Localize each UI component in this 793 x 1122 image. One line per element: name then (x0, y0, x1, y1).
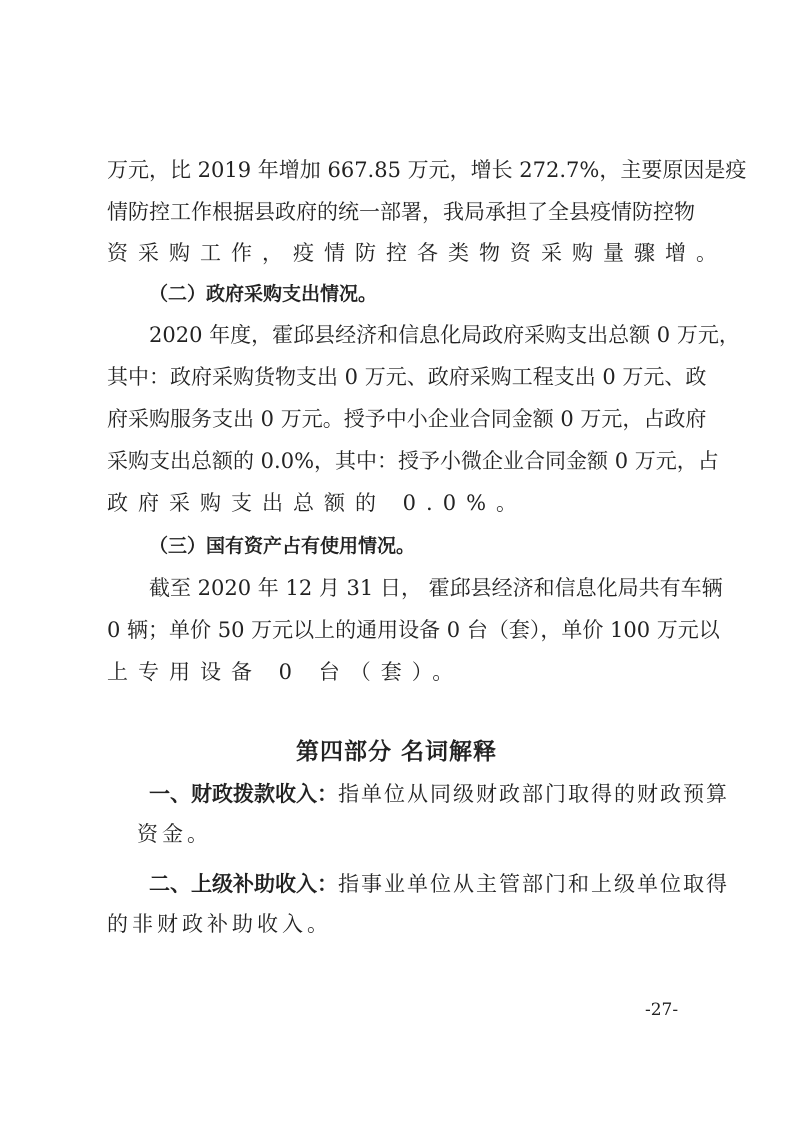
term-line (149, 781, 729, 807)
term-line (149, 871, 729, 897)
text-line: 0 辆；单价 50 万元以上的通用设备 0 台（套），单价 100 万元以 (107, 618, 720, 642)
text-line: 府采购服务支出 0 万元。授予中小企业合同金额 0 万元，占政府 (107, 407, 707, 431)
text-line: 的非财政补助收入。 (107, 912, 332, 936)
heading-state-assets: （三）国有资产占有使用情况。 (149, 535, 416, 557)
section-title: 第四部分 名词解释 (295, 739, 497, 765)
text-line: 其中：政府采购货物支出 0 万元、政府采购工程支出 0 万元、政 (107, 365, 707, 389)
text-line: 政府采购支出总额的 0.0%。 (107, 491, 528, 515)
term-definition: 指事业单位从主管部门和上级单位取得 (338, 872, 729, 896)
text-line: 资采购工作，疫情防控各类物资采购量骤增。 (107, 241, 727, 265)
text-line: 上专用设备 0 台（套）。 (107, 660, 464, 684)
text-line: 采购支出总额的 0.0%，其中：授予小微企业合同金额 0 万元，占 (107, 449, 719, 473)
term-label: 二、上级补助收入： (149, 872, 338, 896)
term-label: 一、财政拨款收入： (149, 782, 338, 806)
text-line: 2020 年度，霍邱县经济和信息化局政府采购支出总额 0 万元， (149, 323, 740, 347)
text-line: 情防控工作根据县政府的统一部署，我局承担了全县疫情防控物 (107, 200, 695, 224)
page-number: -27- (645, 1000, 679, 1020)
heading-government-procurement: （二）政府采购支出情况。 (149, 283, 378, 305)
term-definition: 指单位从同级财政部门取得的财政预算 (338, 782, 729, 806)
text-line: 截至 2020 年 12 月 31 日， 霍邱县经济和信息化局共有车辆 (149, 576, 723, 600)
text-line: 资金。 (137, 822, 212, 846)
text-line: 万元，比 2019 年增加 667.85 万元，增长 272.7%，主要原因是疫 (107, 158, 747, 182)
